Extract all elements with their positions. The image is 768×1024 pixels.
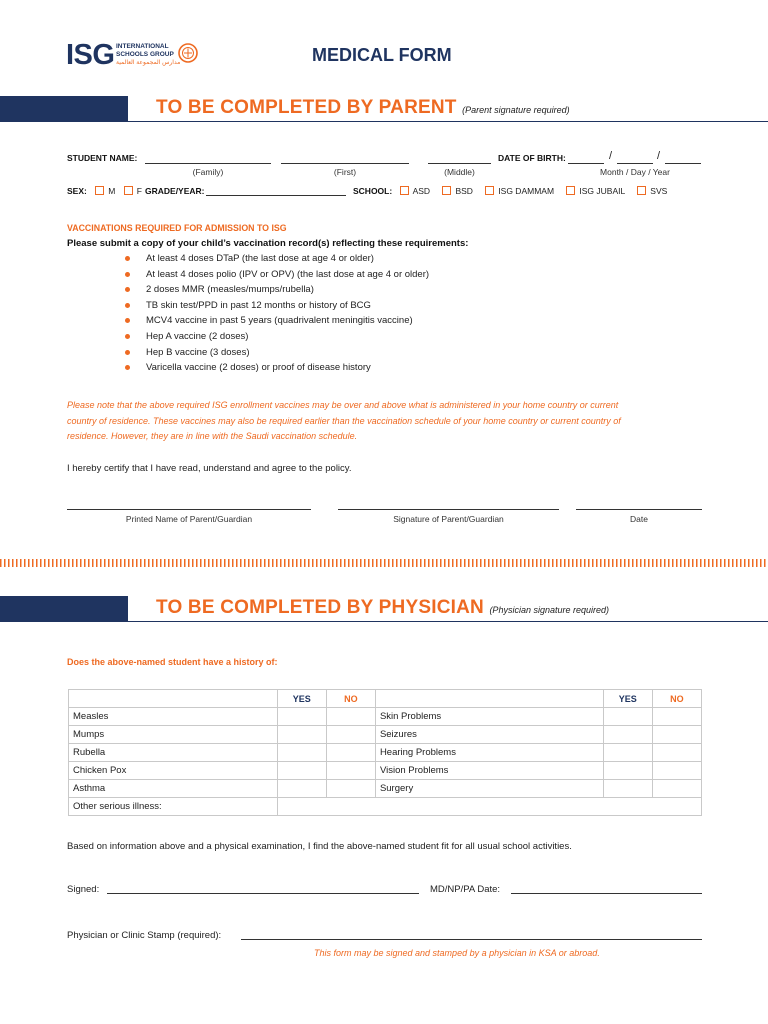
vaccine-text: MCV4 vaccine in past 5 years (quadrivalent meningitis vaccine) xyxy=(146,315,413,327)
no-cell[interactable] xyxy=(326,762,375,780)
dob-day-field[interactable] xyxy=(617,163,653,164)
yes-cell[interactable] xyxy=(277,744,326,762)
school-option-jubail[interactable] xyxy=(566,186,625,196)
no-cell[interactable] xyxy=(652,726,701,744)
vaccine-note xyxy=(67,398,621,445)
sex-row xyxy=(67,186,142,196)
middle-caption: (Middle) xyxy=(444,167,475,177)
no-cell[interactable] xyxy=(652,708,701,726)
section-bar-parent xyxy=(0,96,128,122)
yes-cell[interactable] xyxy=(603,708,652,726)
middle-name-field[interactable] xyxy=(428,163,491,164)
school-svs-text: SVS xyxy=(650,186,668,196)
vaccine-item xyxy=(118,313,429,329)
date-caption: Date xyxy=(630,514,648,524)
physician-signature-field[interactable] xyxy=(107,893,419,894)
table-row-other xyxy=(69,798,702,816)
vaccine-item xyxy=(118,329,429,345)
vaccine-text: TB skin test/PPD in past 12 months or history of BCG xyxy=(146,299,371,311)
section-rule-physician xyxy=(128,621,768,622)
school-jubail-text: ISG JUBAIL xyxy=(579,186,625,196)
yes-cell[interactable] xyxy=(603,726,652,744)
physician-title-text: TO BE COMPLETED BY PHYSICIAN xyxy=(156,597,484,618)
bullet-icon xyxy=(125,350,130,355)
yes-cell[interactable] xyxy=(277,762,326,780)
bullet-icon xyxy=(125,365,130,370)
dob-year-field[interactable] xyxy=(665,163,701,164)
col-no-left: NO xyxy=(326,690,375,708)
vaccine-item xyxy=(118,360,429,376)
stamp-label: Physician or Clinic Stamp (required): xyxy=(67,930,222,941)
school-dammam-text: ISG DAMMAM xyxy=(498,186,555,196)
table-header-row xyxy=(69,690,702,708)
no-cell[interactable] xyxy=(326,726,375,744)
yes-cell[interactable] xyxy=(603,762,652,780)
logo-text: ISG xyxy=(66,39,115,71)
vaccine-item xyxy=(118,345,429,361)
yes-cell[interactable] xyxy=(277,780,326,798)
sex-f-text: F xyxy=(136,186,142,196)
condition-label: Hearing Problems xyxy=(375,744,603,762)
table-row xyxy=(69,780,702,798)
vaccine-text: At least 4 doses DTaP (the last dose at age 4 or older) xyxy=(146,253,374,264)
section-rule-parent xyxy=(128,121,768,122)
parent-printed-name-field[interactable] xyxy=(67,509,311,510)
vaccine-item xyxy=(118,298,429,314)
other-illness-field[interactable] xyxy=(277,798,701,816)
no-cell[interactable] xyxy=(326,744,375,762)
condition-label: Chicken Pox xyxy=(69,762,278,780)
grade-field[interactable] xyxy=(206,195,346,196)
condition-label: Vision Problems xyxy=(375,762,603,780)
school-bsd-checkbox[interactable] xyxy=(442,186,451,195)
first-name-field[interactable] xyxy=(281,163,409,164)
school-asd-text: ASD xyxy=(412,186,431,196)
first-caption: (First) xyxy=(333,167,357,177)
condition-label: Mumps xyxy=(69,726,278,744)
vaccine-item xyxy=(118,251,429,267)
vaccine-list xyxy=(118,251,429,376)
school-dammam-checkbox[interactable] xyxy=(485,186,494,195)
parent-title-note: (Parent signature required) xyxy=(462,105,570,115)
logo-line-1: INTERNATIONAL xyxy=(116,43,169,50)
vaccine-note-line-2: country of residence. These vaccines may also be required earlier than the vaccination schedule of your home country or current country of xyxy=(67,415,621,426)
school-option-dammam[interactable] xyxy=(485,186,554,196)
condition-label: Seizures xyxy=(375,726,603,744)
vaccinations-heading: VACCINATIONS REQUIRED FOR ADMISSION TO ISG xyxy=(67,223,287,233)
col-no-right: NO xyxy=(652,690,701,708)
school-row xyxy=(353,186,667,196)
fit-statement: Based on information above and a physical examination, I find the above-named student fit for all usual school activities. xyxy=(67,841,572,852)
vaccine-text: Hep B vaccine (3 doses) xyxy=(146,346,250,358)
other-illness-label: Other serious illness: xyxy=(69,798,278,816)
school-svs-checkbox[interactable] xyxy=(637,186,646,195)
md-date-label: MD/NP/PA Date: xyxy=(430,884,501,895)
condition-label: Rubella xyxy=(69,744,278,762)
yes-cell[interactable] xyxy=(277,726,326,744)
yes-cell[interactable] xyxy=(603,780,652,798)
vaccinations-instruction: Please submit a copy of your child’s vaccination record(s) reflecting these requirements: xyxy=(67,238,469,249)
student-name-label: STUDENT NAME: xyxy=(67,153,138,163)
parent-signature-field[interactable] xyxy=(338,509,559,510)
vaccine-note-line-1: Please note that the above required ISG enrollment vaccines may be over and above what is administered in your home country or current xyxy=(67,400,619,410)
sex-m-checkbox[interactable] xyxy=(95,186,104,195)
sex-option-f[interactable] xyxy=(124,186,142,196)
bullet-icon xyxy=(125,272,130,277)
physician-title-note: (Physician signature required) xyxy=(489,605,609,615)
no-cell[interactable] xyxy=(326,780,375,798)
vaccine-item xyxy=(118,267,429,283)
dob-slash-2: / xyxy=(657,150,661,162)
logo-line-2: SCHOOLS GROUP xyxy=(116,51,174,58)
dob-slash-1: / xyxy=(609,150,613,162)
condition-label: Surgery xyxy=(375,780,603,798)
sex-option-m[interactable] xyxy=(95,186,115,196)
parent-section-title xyxy=(156,97,570,119)
vaccine-item xyxy=(118,282,429,298)
header-blank-left xyxy=(69,690,278,708)
table-row xyxy=(69,726,702,744)
medical-history-table xyxy=(68,689,702,816)
school-bsd-text: BSD xyxy=(455,186,473,196)
school-label: SCHOOL: xyxy=(353,186,393,196)
parent-title-text: TO BE COMPLETED BY PARENT xyxy=(156,97,457,118)
school-option-bsd[interactable] xyxy=(442,186,472,196)
condition-label: Asthma xyxy=(69,780,278,798)
yes-cell[interactable] xyxy=(277,708,326,726)
bullet-icon xyxy=(125,303,130,308)
logo-subtext xyxy=(116,43,180,67)
bullet-icon xyxy=(125,334,130,339)
certify-statement: I hereby certify that I have read, understand and agree to the policy. xyxy=(67,463,352,474)
school-option-svs[interactable] xyxy=(637,186,667,196)
family-name-field[interactable] xyxy=(145,163,271,164)
table-row xyxy=(69,708,702,726)
vaccine-text: Hep A vaccine (2 doses) xyxy=(146,330,249,342)
logo-line-3: مدارس المجموعة العالمية xyxy=(116,60,181,66)
form-title: MEDICAL FORM xyxy=(312,45,452,65)
physician-date-field[interactable] xyxy=(511,893,702,894)
vaccine-text: 2 doses MMR (measles/mumps/rubella) xyxy=(146,284,314,296)
printed-name-caption: Printed Name of Parent/Guardian xyxy=(125,514,253,524)
signed-label: Signed: xyxy=(67,884,100,895)
condition-label: Skin Problems xyxy=(375,708,603,726)
school-asd-checkbox[interactable] xyxy=(400,186,409,195)
no-cell[interactable] xyxy=(652,744,701,762)
yes-cell[interactable] xyxy=(603,744,652,762)
school-option-asd[interactable] xyxy=(400,186,430,196)
sex-m-text: M xyxy=(108,186,116,196)
bullet-icon xyxy=(125,256,130,261)
section-bar-physician xyxy=(0,596,128,622)
stamp-field[interactable] xyxy=(241,939,702,940)
no-cell[interactable] xyxy=(652,762,701,780)
sex-label: SEX: xyxy=(67,186,87,196)
dob-caption: Month / Day / Year xyxy=(600,167,670,177)
condition-label: Measles xyxy=(69,708,278,726)
parent-date-field[interactable] xyxy=(576,509,702,510)
footnote: This form may be signed and stamped by a physician in KSA or abroad. xyxy=(314,948,600,958)
school-jubail-checkbox[interactable] xyxy=(566,186,575,195)
family-caption: (Family) xyxy=(192,167,224,177)
col-yes-left: YES xyxy=(277,690,326,708)
dob-label: DATE OF BIRTH: xyxy=(498,153,566,163)
no-cell[interactable] xyxy=(326,708,375,726)
no-cell[interactable] xyxy=(652,780,701,798)
physician-section-title xyxy=(156,597,609,619)
vaccine-note-line-3: residence. However, they are in line with the Saudi vaccination schedule. xyxy=(67,431,358,442)
sex-f-checkbox[interactable] xyxy=(124,186,133,195)
vaccine-text: At least 4 doses polio (IPV or OPV) (the last dose at age 4 or older) xyxy=(146,268,430,280)
table-row xyxy=(69,762,702,780)
bullet-icon xyxy=(125,318,130,323)
history-question: Does the above-named student have a history of: xyxy=(67,657,278,667)
grade-label: GRADE/YEAR: xyxy=(145,186,205,196)
bullet-icon xyxy=(125,287,130,292)
isg-logo xyxy=(66,40,201,72)
col-yes-right: YES xyxy=(603,690,652,708)
cut-line-separator xyxy=(0,559,768,567)
dob-month-field[interactable] xyxy=(568,163,604,164)
table-row xyxy=(69,744,702,762)
vaccine-text: Varicella vaccine (2 doses) or proof of disease history xyxy=(146,362,371,374)
signature-caption: Signature of Parent/Guardian xyxy=(393,514,504,524)
isg-emblem-icon xyxy=(178,43,198,63)
header-blank-right xyxy=(375,690,603,708)
